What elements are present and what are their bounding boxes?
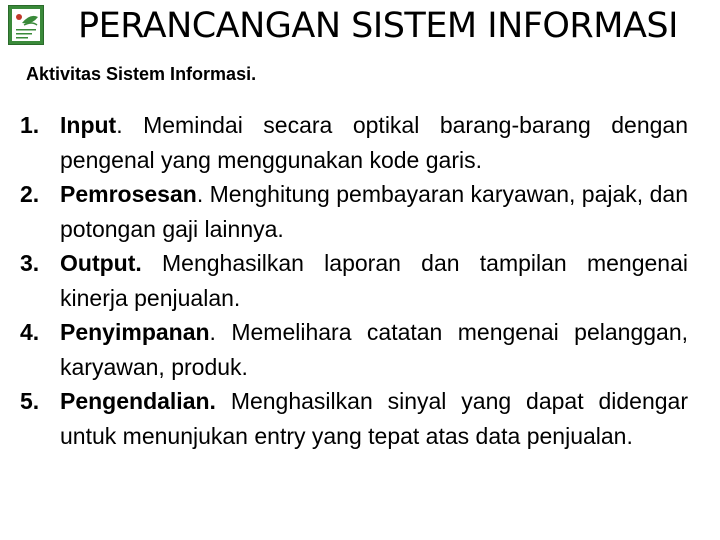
university-logo bbox=[8, 5, 44, 45]
item-separator: . bbox=[209, 319, 216, 345]
logo-emblem bbox=[12, 9, 40, 41]
item-term: Pengendalian. bbox=[60, 388, 216, 414]
item-separator: . bbox=[196, 181, 204, 207]
activity-list bbox=[20, 108, 688, 453]
list-item bbox=[20, 315, 688, 384]
item-separator: . bbox=[116, 112, 123, 138]
list-item bbox=[20, 108, 688, 177]
item-number: 2. bbox=[20, 181, 40, 207]
section-subtitle: Aktivitas Sistem Informasi. bbox=[26, 64, 257, 84]
item-text: Memindai secara optikal barang-barang dengan pengenal yang menggunakan kode garis. bbox=[60, 112, 688, 173]
item-term: Output. bbox=[60, 250, 142, 276]
item-text: Menghitung pembayaran karyawan, pajak, dan potongan gaji lainnya. bbox=[60, 181, 688, 242]
item-term: Penyimpanan bbox=[60, 319, 210, 345]
item-number: 1. bbox=[20, 112, 40, 138]
list-item bbox=[20, 384, 688, 453]
item-number: 3. bbox=[20, 250, 40, 276]
item-term: Pemrosesan bbox=[60, 181, 197, 207]
leaf-icon bbox=[12, 9, 40, 41]
list-item bbox=[20, 246, 688, 315]
page-title: PERANCANGAN SISTEM INFORMASI bbox=[78, 6, 678, 46]
item-text: Memelihara catatan mengenai pelanggan, karyawan, produk. bbox=[60, 319, 688, 380]
item-term: Input bbox=[60, 112, 117, 138]
list-item bbox=[20, 177, 688, 246]
item-number: 5. bbox=[20, 388, 40, 414]
item-text: Menghasilkan laporan dan tampilan mengenai kinerja penjualan. bbox=[60, 250, 688, 311]
item-number: 4. bbox=[20, 319, 40, 345]
item-text: Menghasilkan sinyal yang dapat didengar untuk menunjukan entry yang tepat atas data penjualan. bbox=[60, 388, 688, 449]
